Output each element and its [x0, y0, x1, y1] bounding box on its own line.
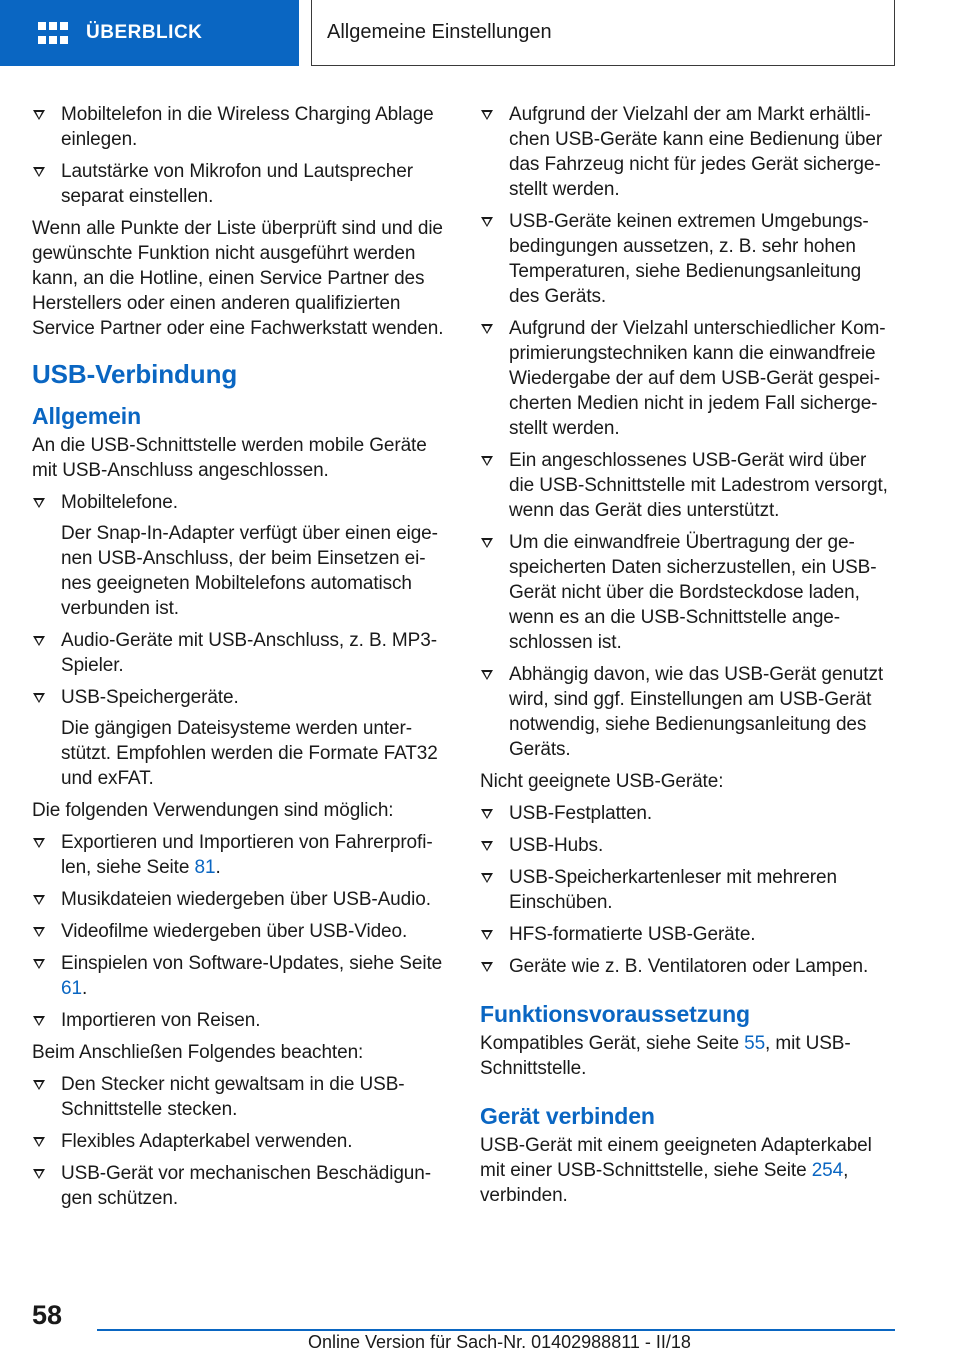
- device-list: [32, 490, 448, 791]
- list-item: Mobiltelefon in die Wireless Charging Ablage einlegen.: [32, 102, 448, 152]
- triangle-bullet-icon: [481, 962, 493, 972]
- triangle-bullet-icon: [33, 167, 45, 177]
- triangle-bullet-icon: [481, 538, 493, 548]
- section-title: Allgemeine Einstellungen: [327, 21, 552, 43]
- paragraph: Wenn alle Punkte der Liste überprüft sind und die gewünschte Funktion nicht ausgeführt werden kann, an die Hotline, einen Service Partner des Herstellers oder einen anderen qualifizierten Service Partner oder eine Fachwerkstatt wenden.: [32, 218, 444, 339]
- triangle-bullet-icon: [481, 873, 493, 883]
- list-item: USB-Geräte keinen extremen Umgebungsbedingungen aussetzen, z. B. sehr hohen Temperaturen, siehe Bedienungsanleitung des Geräts.: [480, 209, 896, 309]
- triangle-bullet-icon: [33, 110, 45, 120]
- triangle-bullet-icon: [481, 841, 493, 851]
- list-item: HFS-formatierte USB-Geräte.: [480, 922, 896, 947]
- list-item: Importieren von Reisen.: [32, 1008, 448, 1033]
- list-item-detail: Der Snap-In-Adapter verfügt über einen eigenen USB-Anschluss, der beim Einsetzen eines geeigneten Mobiltelefons automatisch verbunden ist.: [61, 523, 438, 619]
- left-column: [32, 102, 448, 1218]
- list-item-detail: Die gängigen Dateisysteme werden unterstützt. Empfohlen werden die Formate FAT32 und exFAT.: [61, 718, 438, 789]
- section-heading: USB-Verbindung: [32, 359, 238, 389]
- page-reference-link[interactable]: 254: [811, 1160, 844, 1181]
- triangle-bullet-icon: [481, 217, 493, 227]
- list-item: USB-Speichergeräte. Die gängigen Dateisysteme werden unterstützt. Empfohlen werden die Formate FAT32 und exFAT.: [32, 685, 448, 791]
- paragraph: USB-Gerät mit einem geeigneten Adapterkabel mit einer USB-Schnittstelle, siehe Seite 254, verbinden.: [480, 1135, 872, 1206]
- paragraph: Die folgenden Verwendungen sind möglich:: [32, 800, 394, 821]
- list-item: Videofilme wiedergeben über USB-Video.: [32, 919, 448, 944]
- grid-menu-icon: [38, 22, 68, 44]
- triangle-bullet-icon: [33, 1137, 45, 1147]
- paragraph: Beim Anschließen Folgendes beachten:: [32, 1042, 364, 1063]
- uses-list: [32, 830, 448, 1033]
- triangle-bullet-icon: [481, 670, 493, 680]
- subsection-heading: Gerät verbinden: [480, 1103, 655, 1129]
- paragraph: An die USB-Schnittstelle werden mobile Geräte mit USB-Anschluss angeschlossen.: [32, 435, 427, 481]
- subsection-heading: Allgemein: [32, 403, 142, 429]
- list-item: Einspielen von Software-Updates, siehe Seite 61.: [32, 951, 448, 1001]
- list-item: Den Stecker nicht gewaltsam in die USB-Schnittstelle stecken.: [32, 1072, 448, 1122]
- list-item: Mobiltelefone. Der Snap-In-Adapter verfügt über einen eigenen USB-Anschluss, der beim Einsetzen eines geeigneten Mobiltelefons automatisch verbunden ist.: [32, 490, 448, 621]
- list-item: USB-Festplatten.: [480, 801, 896, 826]
- list-item: Exportieren und Importieren von Fahrerprofilen, siehe Seite 81.: [32, 830, 448, 880]
- overview-tab[interactable]: [0, 0, 299, 66]
- paragraph: Kompatibles Gerät, siehe Seite 55, mit USB-Schnittstelle.: [480, 1033, 851, 1079]
- list-item: Aufgrund der Vielzahl unterschiedlicher Komprimierungstechniken kann die einwandfreie Wiedergabe der auf dem USB-Gerät gespeicherten Medien nicht in jedem Fall sichergestellt werden.: [480, 316, 896, 441]
- list-item: USB-Gerät vor mechanischen Beschädigungen schützen.: [32, 1161, 448, 1211]
- list-item: Geräte wie z. B. Ventilatoren oder Lampen.: [480, 954, 896, 979]
- intro-list: [32, 102, 448, 209]
- footer-version-text: Online Version für Sach-Nr. 01402988811 - II/18: [308, 1332, 691, 1352]
- connect-list: [32, 1072, 448, 1211]
- subsection-heading: Funktionsvoraussetzung: [480, 1001, 750, 1027]
- triangle-bullet-icon: [33, 895, 45, 905]
- page-reference-link[interactable]: 61: [61, 978, 82, 999]
- list-item: USB-Speicherkartenleser mit mehreren Einschüben.: [480, 865, 896, 915]
- page-header: [0, 0, 960, 66]
- list-item: Ein angeschlossenes USB-Gerät wird über die USB-Schnittstelle mit Ladestrom versorgt, wenn das Gerät dies unterstützt.: [480, 448, 896, 523]
- triangle-bullet-icon: [481, 809, 493, 819]
- list-item: Abhängig davon, wie das USB-Gerät genutzt wird, sind ggf. Einstellungen am USB-Gerät notwendig, siehe Bedienungsanleitung des Geräts.: [480, 662, 896, 762]
- triangle-bullet-icon: [33, 959, 45, 969]
- triangle-bullet-icon: [33, 1080, 45, 1090]
- list-item: Aufgrund der Vielzahl der am Markt erhältlichen USB-Geräte kann eine Bedienung über das Fahrzeug nicht für jedes Gerät sichergestellt werden.: [480, 102, 896, 202]
- triangle-bullet-icon: [33, 927, 45, 937]
- triangle-bullet-icon: [481, 456, 493, 466]
- triangle-bullet-icon: [33, 1169, 45, 1179]
- triangle-bullet-icon: [33, 1016, 45, 1026]
- triangle-bullet-icon: [33, 636, 45, 646]
- triangle-bullet-icon: [33, 693, 45, 703]
- triangle-bullet-icon: [481, 110, 493, 120]
- right-column: [480, 102, 896, 1215]
- section-title-tab[interactable]: [311, 0, 895, 66]
- paragraph: Nicht geeignete USB-Geräte:: [480, 771, 724, 792]
- notes-list: [480, 102, 896, 762]
- triangle-bullet-icon: [481, 930, 493, 940]
- page-number: 58: [32, 1300, 63, 1330]
- triangle-bullet-icon: [481, 324, 493, 334]
- list-item: Um die einwandfreie Übertragung der gespeicherten Daten sicherzustellen, ein USB-Gerät nicht über die Bordsteckdose laden, wenn es an die USB-Schnittstelle angeschlossen ist.: [480, 530, 896, 655]
- footer-divider: [97, 1329, 895, 1331]
- unsuitable-list: [480, 801, 896, 979]
- list-item: Musikdateien wiedergeben über USB-Audio.: [32, 887, 448, 912]
- list-item: USB-Hubs.: [480, 833, 896, 858]
- list-item: Flexibles Adapterkabel verwenden.: [32, 1129, 448, 1154]
- page-reference-link[interactable]: 55: [744, 1033, 766, 1054]
- triangle-bullet-icon: [33, 498, 45, 508]
- page-reference-link[interactable]: 81: [194, 857, 216, 878]
- triangle-bullet-icon: [33, 838, 45, 848]
- list-item: Lautstärke von Mikrofon und Lautsprecher separat einstellen.: [32, 159, 448, 209]
- list-item: Audio-Geräte mit USB-Anschluss, z. B. MP3-Spieler.: [32, 628, 448, 678]
- overview-tab-label: ÜBERBLICK: [86, 22, 203, 43]
